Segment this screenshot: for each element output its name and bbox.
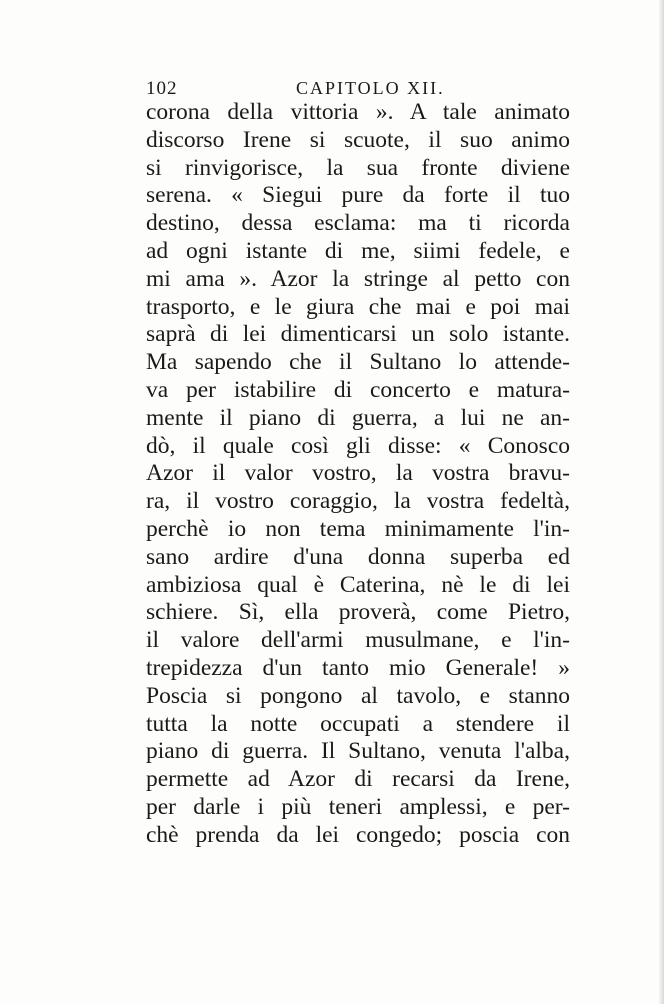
text-line: saprà di lei dimenticarsi un solo istante. xyxy=(146,321,570,348)
running-head: CAPITOLO XII. xyxy=(296,78,445,98)
text-line: mi ama ». Azor la stringe al petto con xyxy=(146,265,570,292)
text-line: destino, dessa esclama: ma ti ricorda xyxy=(146,210,570,237)
text-line: Ma sapendo che il Sultano lo attende- xyxy=(146,349,570,376)
text-line: schiere. Sì, ella proverà, come Pietro, xyxy=(146,599,570,626)
text-line: ad ogni istante di me, siimi fedele, e xyxy=(146,237,570,264)
text-line: permette ad Azor di recarsi da Irene, xyxy=(146,766,570,793)
text-line: Poscia si pongono al tavolo, e stanno xyxy=(146,682,570,709)
text-line: serena. « Siegui pure da forte il tuo xyxy=(146,182,570,209)
text-line: discorso Irene si scuote, il suo animo xyxy=(146,126,570,153)
text-line: va per istabilire di concerto e matura- xyxy=(146,376,570,403)
text-line: mente il piano di guerra, a lui ne an- xyxy=(146,404,570,431)
text-line: il valore dell'armi musulmane, e l'in- xyxy=(146,627,570,654)
text-line: Azor il valor vostro, la vostra bravu- xyxy=(146,460,570,487)
text-line: piano di guerra. Il Sultano, venuta l'alba, xyxy=(146,738,570,765)
text-line: trepidezza d'un tanto mio Generale! » xyxy=(146,654,570,681)
text-line: dò, il quale così gli disse: « Conosco xyxy=(146,432,570,459)
text-line: per darle i più teneri amplessi, e per- xyxy=(146,793,570,820)
text-line: chè prenda da lei congedo; poscia con xyxy=(146,821,570,848)
body-text xyxy=(146,99,570,850)
text-line: ambiziosa qual è Caterina, nè le di lei xyxy=(146,571,570,598)
text-line: ra, il vostro coraggio, la vostra fedeltà, xyxy=(146,488,570,515)
text-line: perchè io non tema minimamente l'in- xyxy=(146,515,570,542)
page-number: 102 xyxy=(146,78,178,99)
text-line: tutta la notte occupati a stendere il xyxy=(146,710,570,737)
text-line: trasporto, e le giura che mai e poi mai xyxy=(146,293,570,320)
text-line: si rinvigorisce, la sua fronte diviene xyxy=(146,154,570,181)
text-line: sano ardire d'una donna superba ed xyxy=(146,543,570,570)
text-line: corona della vittoria ». A tale animato xyxy=(146,99,570,125)
page-edge-shadow xyxy=(658,0,664,1004)
